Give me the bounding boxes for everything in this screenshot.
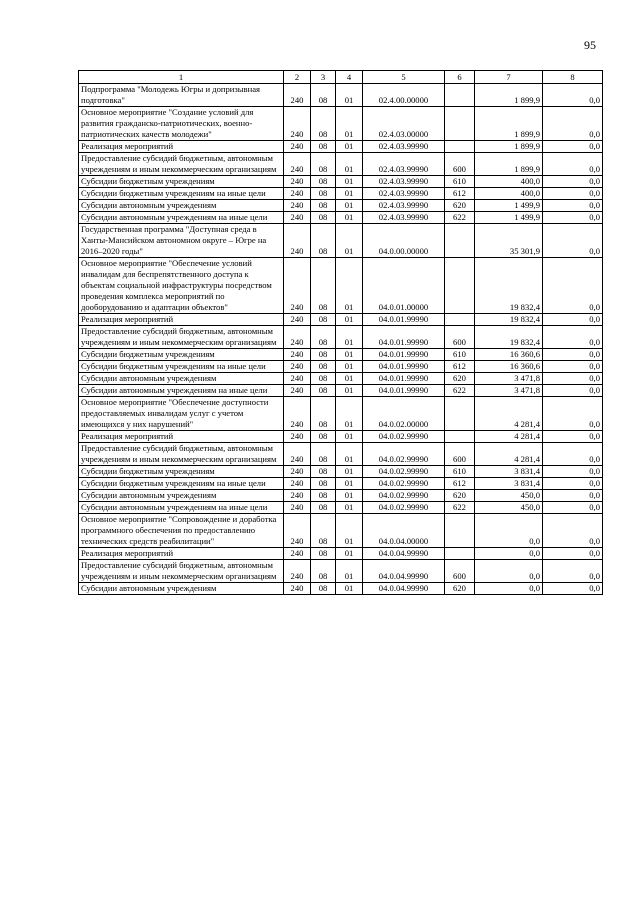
subsection-cell: 01 [336, 548, 363, 560]
amount-cell: 3 471,8 [475, 373, 543, 385]
section-cell: 08 [311, 349, 336, 361]
code-cell: 240 [284, 176, 311, 188]
code-cell: 240 [284, 385, 311, 397]
code-cell: 240 [284, 443, 311, 466]
section-cell: 08 [311, 397, 336, 431]
row-name-cell: Основное мероприятие "Создание условий для развития гражданско-патриотических, военно-патриотических качеств молодежи" [79, 107, 284, 141]
target-article-cell: 04.0.01.99990 [363, 349, 445, 361]
amount-cell: 1 499,9 [475, 200, 543, 212]
subsection-cell: 01 [336, 224, 363, 258]
section-cell: 08 [311, 478, 336, 490]
row-name-cell: Основное мероприятие "Обеспечение доступности предоставляемых инвалидам услуг с учетом имеющихся у них нарушений" [79, 397, 284, 431]
subsection-cell: 01 [336, 84, 363, 107]
target-article-cell: 04.0.02.99990 [363, 478, 445, 490]
target-article-cell: 04.0.00.00000 [363, 224, 445, 258]
expense-type-cell [445, 224, 475, 258]
amount-cell-2: 0,0 [543, 349, 603, 361]
amount-cell: 0,0 [475, 514, 543, 548]
code-cell: 240 [284, 107, 311, 141]
expense-type-cell: 610 [445, 466, 475, 478]
subsection-cell: 01 [336, 373, 363, 385]
row-name-cell: Подпрограмма "Молодежь Югры и допризывная подготовка" [79, 84, 284, 107]
table-row [79, 314, 603, 326]
expense-type-cell: 620 [445, 583, 475, 595]
amount-cell-2: 0,0 [543, 490, 603, 502]
target-article-cell: 02.4.03.99990 [363, 188, 445, 200]
column-header: 6 [445, 71, 475, 84]
target-article-cell: 04.0.02.99990 [363, 502, 445, 514]
table-row [79, 188, 603, 200]
target-article-cell: 04.0.02.99990 [363, 466, 445, 478]
row-name-cell: Реализация мероприятий [79, 548, 284, 560]
expense-type-cell: 600 [445, 153, 475, 176]
row-name-cell: Субсидии бюджетным учреждениям [79, 349, 284, 361]
row-name-cell: Субсидии бюджетным учреждениям на иные цели [79, 478, 284, 490]
table-row [79, 176, 603, 188]
section-cell: 08 [311, 466, 336, 478]
expense-type-cell: 620 [445, 200, 475, 212]
expense-type-cell [445, 107, 475, 141]
section-cell: 08 [311, 548, 336, 560]
subsection-cell: 01 [336, 349, 363, 361]
budget-table [78, 70, 603, 595]
row-name-cell: Реализация мероприятий [79, 314, 284, 326]
section-cell: 08 [311, 490, 336, 502]
subsection-cell: 01 [336, 490, 363, 502]
amount-cell-2: 0,0 [543, 224, 603, 258]
amount-cell: 400,0 [475, 188, 543, 200]
subsection-cell: 01 [336, 478, 363, 490]
subsection-cell: 01 [336, 443, 363, 466]
expense-type-cell [445, 258, 475, 314]
amount-cell: 19 832,4 [475, 258, 543, 314]
target-article-cell: 04.0.02.00000 [363, 397, 445, 431]
subsection-cell: 01 [336, 514, 363, 548]
table-row [79, 258, 603, 314]
column-header: 7 [475, 71, 543, 84]
subsection-cell: 01 [336, 176, 363, 188]
amount-cell-2: 0,0 [543, 502, 603, 514]
amount-cell-2: 0,0 [543, 385, 603, 397]
expense-type-cell: 600 [445, 443, 475, 466]
section-cell: 08 [311, 176, 336, 188]
subsection-cell: 01 [336, 502, 363, 514]
amount-cell-2: 0,0 [543, 548, 603, 560]
amount-cell-2: 0,0 [543, 466, 603, 478]
subsection-cell: 01 [336, 258, 363, 314]
target-article-cell: 04.0.02.99990 [363, 431, 445, 443]
subsection-cell: 01 [336, 385, 363, 397]
code-cell: 240 [284, 478, 311, 490]
row-name-cell: Субсидии автономным учреждениям на иные цели [79, 385, 284, 397]
amount-cell-2: 0,0 [543, 397, 603, 431]
table-row [79, 443, 603, 466]
amount-cell-2: 0,0 [543, 200, 603, 212]
subsection-cell: 01 [336, 560, 363, 583]
expense-type-cell: 622 [445, 212, 475, 224]
page-number: 95 [584, 38, 596, 52]
target-article-cell: 04.0.02.99990 [363, 490, 445, 502]
subsection-cell: 01 [336, 107, 363, 141]
amount-cell-2: 0,0 [543, 258, 603, 314]
table-row [79, 200, 603, 212]
section-cell: 08 [311, 212, 336, 224]
section-cell: 08 [311, 326, 336, 349]
code-cell: 240 [284, 200, 311, 212]
expense-type-cell: 620 [445, 490, 475, 502]
amount-cell: 400,0 [475, 176, 543, 188]
amount-cell-2: 0,0 [543, 361, 603, 373]
code-cell: 240 [284, 583, 311, 595]
amount-cell-2: 0,0 [543, 431, 603, 443]
amount-cell: 35 301,9 [475, 224, 543, 258]
target-article-cell: 02.4.03.99990 [363, 200, 445, 212]
row-name-cell: Реализация мероприятий [79, 431, 284, 443]
code-cell: 240 [284, 466, 311, 478]
section-cell: 08 [311, 373, 336, 385]
code-cell: 240 [284, 514, 311, 548]
code-cell: 240 [284, 490, 311, 502]
table-row [79, 107, 603, 141]
target-article-cell: 04.0.01.99990 [363, 361, 445, 373]
target-article-cell: 02.4.03.00000 [363, 107, 445, 141]
table-row [79, 326, 603, 349]
code-cell: 240 [284, 141, 311, 153]
target-article-cell: 04.0.01.00000 [363, 258, 445, 314]
amount-cell-2: 0,0 [543, 212, 603, 224]
table-row [79, 385, 603, 397]
row-name-cell: Предоставление субсидий бюджетным, автономным учреждениям и иным некоммерческим организациям [79, 153, 284, 176]
subsection-cell: 01 [336, 431, 363, 443]
amount-cell: 0,0 [475, 583, 543, 595]
amount-cell-2: 0,0 [543, 141, 603, 153]
expense-type-cell [445, 141, 475, 153]
section-cell: 08 [311, 583, 336, 595]
expense-type-cell [445, 548, 475, 560]
row-name-cell: Реализация мероприятий [79, 141, 284, 153]
target-article-cell: 02.4.00.00000 [363, 84, 445, 107]
table-row [79, 349, 603, 361]
target-article-cell: 04.0.02.99990 [363, 443, 445, 466]
code-cell: 240 [284, 212, 311, 224]
amount-cell-2: 0,0 [543, 314, 603, 326]
expense-type-cell [445, 431, 475, 443]
target-article-cell: 02.4.03.99990 [363, 212, 445, 224]
target-article-cell: 02.4.03.99990 [363, 141, 445, 153]
amount-cell: 3 831,4 [475, 478, 543, 490]
subsection-cell: 01 [336, 583, 363, 595]
table-row [79, 431, 603, 443]
expense-type-cell [445, 514, 475, 548]
code-cell: 240 [284, 548, 311, 560]
table-row [79, 373, 603, 385]
row-name-cell: Основное мероприятие "Сопровождение и доработка программного обеспечения по предоставлению технических средств реабилитации" [79, 514, 284, 548]
row-name-cell: Субсидии автономным учреждениям [79, 490, 284, 502]
expense-type-cell: 610 [445, 349, 475, 361]
expense-type-cell: 612 [445, 361, 475, 373]
table-row [79, 466, 603, 478]
table-row [79, 84, 603, 107]
target-article-cell: 02.4.03.99990 [363, 176, 445, 188]
section-cell: 08 [311, 153, 336, 176]
amount-cell-2: 0,0 [543, 583, 603, 595]
section-cell: 08 [311, 361, 336, 373]
row-name-cell: Субсидии бюджетным учреждениям на иные цели [79, 361, 284, 373]
section-cell: 08 [311, 431, 336, 443]
table-row [79, 478, 603, 490]
code-cell: 240 [284, 361, 311, 373]
code-cell: 240 [284, 397, 311, 431]
amount-cell: 450,0 [475, 490, 543, 502]
amount-cell: 3 831,4 [475, 466, 543, 478]
subsection-cell: 01 [336, 466, 363, 478]
row-name-cell: Субсидии автономным учреждениям [79, 200, 284, 212]
section-cell: 08 [311, 141, 336, 153]
section-cell: 08 [311, 107, 336, 141]
amount-cell: 1 899,9 [475, 107, 543, 141]
code-cell: 240 [284, 84, 311, 107]
table-row [79, 490, 603, 502]
row-name-cell: Субсидии автономным учреждениям [79, 583, 284, 595]
table-row [79, 514, 603, 548]
expense-type-cell: 622 [445, 502, 475, 514]
amount-cell-2: 0,0 [543, 373, 603, 385]
code-cell: 240 [284, 314, 311, 326]
section-cell: 08 [311, 84, 336, 107]
target-article-cell: 04.0.04.99990 [363, 560, 445, 583]
column-header: 8 [543, 71, 603, 84]
amount-cell: 1 899,9 [475, 153, 543, 176]
target-article-cell: 04.0.04.00000 [363, 514, 445, 548]
table-header-row [79, 71, 603, 84]
code-cell: 240 [284, 560, 311, 583]
amount-cell: 1 899,9 [475, 141, 543, 153]
amount-cell: 4 281,4 [475, 431, 543, 443]
amount-cell: 4 281,4 [475, 397, 543, 431]
table-row [79, 583, 603, 595]
target-article-cell: 04.0.04.99990 [363, 583, 445, 595]
amount-cell-2: 0,0 [543, 326, 603, 349]
amount-cell: 1 899,9 [475, 84, 543, 107]
row-name-cell: Субсидии автономным учреждениям на иные цели [79, 502, 284, 514]
table-row [79, 548, 603, 560]
expense-type-cell: 600 [445, 560, 475, 583]
row-name-cell: Предоставление субсидий бюджетным, автономным учреждениям и иным некоммерческим организациям [79, 326, 284, 349]
subsection-cell: 01 [336, 200, 363, 212]
expense-type-cell: 600 [445, 326, 475, 349]
expense-type-cell: 622 [445, 385, 475, 397]
table-row [79, 212, 603, 224]
expense-type-cell: 610 [445, 176, 475, 188]
amount-cell-2: 0,0 [543, 107, 603, 141]
table-row [79, 397, 603, 431]
subsection-cell: 01 [336, 397, 363, 431]
row-name-cell: Субсидии бюджетным учреждениям [79, 466, 284, 478]
section-cell: 08 [311, 224, 336, 258]
section-cell: 08 [311, 514, 336, 548]
section-cell: 08 [311, 188, 336, 200]
section-cell: 08 [311, 560, 336, 583]
section-cell: 08 [311, 258, 336, 314]
table-row [79, 361, 603, 373]
amount-cell: 16 360,6 [475, 361, 543, 373]
subsection-cell: 01 [336, 212, 363, 224]
amount-cell: 1 499,9 [475, 212, 543, 224]
table-row [79, 560, 603, 583]
amount-cell-2: 0,0 [543, 560, 603, 583]
section-cell: 08 [311, 502, 336, 514]
expense-type-cell: 620 [445, 373, 475, 385]
target-article-cell: 04.0.04.99990 [363, 548, 445, 560]
code-cell: 240 [284, 224, 311, 258]
amount-cell: 450,0 [475, 502, 543, 514]
amount-cell-2: 0,0 [543, 478, 603, 490]
amount-cell: 0,0 [475, 548, 543, 560]
amount-cell: 4 281,4 [475, 443, 543, 466]
subsection-cell: 01 [336, 188, 363, 200]
code-cell: 240 [284, 349, 311, 361]
subsection-cell: 01 [336, 153, 363, 176]
row-name-cell: Основное мероприятие "Обеспечение условий инвалидам для беспрепятственного доступа к объектам социальной инфраструктуры посредством проведения комплекса мероприятий по дооборудованию и адаптации объектов" [79, 258, 284, 314]
amount-cell-2: 0,0 [543, 443, 603, 466]
amount-cell: 19 832,4 [475, 326, 543, 349]
amount-cell-2: 0,0 [543, 176, 603, 188]
target-article-cell: 04.0.01.99990 [363, 314, 445, 326]
target-article-cell: 02.4.03.99990 [363, 153, 445, 176]
code-cell: 240 [284, 153, 311, 176]
code-cell: 240 [284, 373, 311, 385]
code-cell: 240 [284, 326, 311, 349]
table-row [79, 141, 603, 153]
column-header: 1 [79, 71, 284, 84]
code-cell: 240 [284, 502, 311, 514]
row-name-cell: Субсидии бюджетным учреждениям на иные цели [79, 188, 284, 200]
target-article-cell: 04.0.01.99990 [363, 326, 445, 349]
amount-cell-2: 0,0 [543, 514, 603, 548]
row-name-cell: Субсидии автономным учреждениям [79, 373, 284, 385]
code-cell: 240 [284, 431, 311, 443]
column-header: 4 [336, 71, 363, 84]
subsection-cell: 01 [336, 361, 363, 373]
subsection-cell: 01 [336, 326, 363, 349]
column-header: 3 [311, 71, 336, 84]
amount-cell: 19 832,4 [475, 314, 543, 326]
section-cell: 08 [311, 200, 336, 212]
row-name-cell: Предоставление субсидий бюджетным, автономным учреждениям и иным некоммерческим организациям [79, 560, 284, 583]
section-cell: 08 [311, 385, 336, 397]
column-header: 5 [363, 71, 445, 84]
amount-cell: 3 471,8 [475, 385, 543, 397]
table-row [79, 502, 603, 514]
code-cell: 240 [284, 188, 311, 200]
table-row [79, 153, 603, 176]
expense-type-cell: 612 [445, 188, 475, 200]
amount-cell: 16 360,6 [475, 349, 543, 361]
expense-type-cell [445, 314, 475, 326]
table-body [79, 84, 603, 595]
amount-cell: 0,0 [475, 560, 543, 583]
row-name-cell: Государственная программа "Доступная среда в Ханты-Мансийском автономном округе – Югре на 2016–2020 годы" [79, 224, 284, 258]
column-header: 2 [284, 71, 311, 84]
target-article-cell: 04.0.01.99990 [363, 385, 445, 397]
section-cell: 08 [311, 314, 336, 326]
amount-cell-2: 0,0 [543, 153, 603, 176]
table-row [79, 224, 603, 258]
expense-type-cell [445, 397, 475, 431]
amount-cell-2: 0,0 [543, 188, 603, 200]
target-article-cell: 04.0.01.99990 [363, 373, 445, 385]
section-cell: 08 [311, 443, 336, 466]
row-name-cell: Субсидии автономным учреждениям на иные цели [79, 212, 284, 224]
expense-type-cell: 612 [445, 478, 475, 490]
row-name-cell: Субсидии бюджетным учреждениям [79, 176, 284, 188]
amount-cell-2: 0,0 [543, 84, 603, 107]
expense-type-cell [445, 84, 475, 107]
code-cell: 240 [284, 258, 311, 314]
row-name-cell: Предоставление субсидий бюджетным, автономным учреждениям и иным некоммерческим организациям [79, 443, 284, 466]
subsection-cell: 01 [336, 314, 363, 326]
subsection-cell: 01 [336, 141, 363, 153]
